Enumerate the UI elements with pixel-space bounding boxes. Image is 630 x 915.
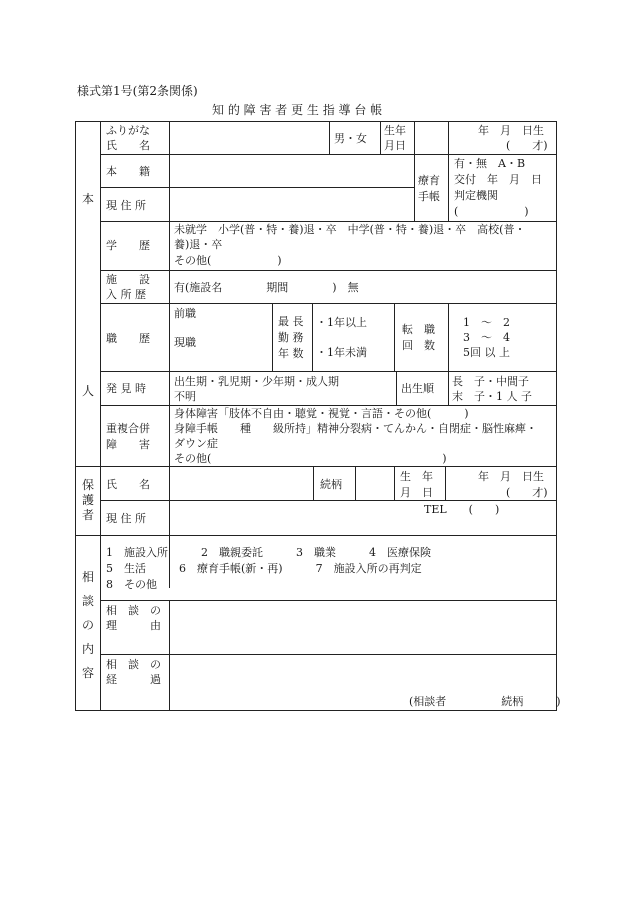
- guardian-birth-date[interactable]: 年 月 日生: [478, 470, 544, 483]
- job-prev[interactable]: 前職: [174, 307, 196, 320]
- multi-label-1: 重複合併: [106, 422, 150, 435]
- longest-label-1: 最 長: [278, 315, 304, 328]
- honseki-label: 本 籍: [106, 165, 150, 178]
- guardian-name-label: 氏 名: [106, 478, 150, 491]
- education-label: 学 歴: [106, 239, 150, 252]
- longest-label-3: 年 数: [278, 347, 304, 360]
- guardian-tel[interactable]: TEL ( ): [424, 503, 500, 516]
- reason-label-1: 相 談 の: [106, 604, 161, 617]
- birth-order-label: 出生順: [401, 382, 434, 395]
- consult-label-3: の: [81, 618, 94, 632]
- change-label-1: 転 職: [402, 323, 435, 336]
- facility-label-2: 入 所 歴: [106, 288, 146, 301]
- longest-label-2: 勤 務: [278, 331, 304, 344]
- education-line-3[interactable]: その他( ): [174, 254, 282, 267]
- form-title: 知 的 障 害 者 更 生 指 導 台 帳: [212, 103, 383, 117]
- birth-order-2[interactable]: 末 子・1 人 子: [452, 390, 532, 403]
- consultant-field[interactable]: (相談者 続柄 ): [409, 695, 561, 708]
- facility-label-1: 施 設: [106, 273, 150, 286]
- change-option-1[interactable]: 1 ～ 2: [463, 316, 510, 329]
- discovery-label: 発 見 時: [106, 382, 146, 395]
- facility-field[interactable]: 有(施設名 期間 ) 無: [174, 281, 359, 294]
- longest-option-2[interactable]: ・1年未満: [316, 346, 367, 359]
- reason-label-2: 理 由: [106, 619, 161, 632]
- education-line-1[interactable]: 未就学 小学(普・特・養)退・卒 中学(普・特・養)退・卒 高校(普・: [174, 223, 526, 236]
- guardian-label-3: 者: [81, 508, 94, 522]
- guardian-age[interactable]: ( 才): [506, 486, 548, 499]
- birth-order-1[interactable]: 長 子・中間子: [452, 375, 529, 388]
- discovery-line-1[interactable]: 出生期・乳児期・少年期・成人期: [174, 375, 339, 388]
- ryoiku-line-3[interactable]: 判定機関: [454, 189, 498, 202]
- age-field[interactable]: ( 才): [506, 139, 548, 152]
- ryoiku-line-1[interactable]: 有・無 A・B: [454, 157, 526, 170]
- discovery-line-2[interactable]: 不明: [174, 390, 196, 403]
- furigana-label: ふりがな: [106, 124, 150, 137]
- change-label-2: 回 数: [402, 339, 435, 352]
- consult-label-2: 談: [81, 594, 94, 608]
- guardian-address-label: 現 住 所: [106, 512, 146, 525]
- multi-line-3[interactable]: ダウン症: [174, 437, 218, 450]
- birth-label-2: 月日: [384, 139, 406, 152]
- consult-items-1[interactable]: 1 施設入所 2 職親委託 3 職業 4 医療保険: [106, 546, 431, 559]
- longest-option-1[interactable]: ・1年以上: [316, 316, 367, 329]
- job-label: 職 歴: [106, 332, 150, 345]
- person-label-bottom: 人: [81, 384, 94, 398]
- name-label: 氏 名: [106, 139, 150, 152]
- consult-label-1: 相: [81, 570, 94, 584]
- education-line-2[interactable]: 養)退・卒: [174, 238, 223, 251]
- guardian-label-2: 護: [81, 493, 94, 507]
- consult-label-5: 容: [81, 666, 94, 680]
- form-number: 様式第1号(第2条関係): [77, 84, 198, 98]
- multi-line-4[interactable]: その他( ): [174, 452, 447, 465]
- progress-label-2: 経 過: [106, 673, 161, 686]
- guardian-birth-label-1: 生 年: [400, 470, 433, 483]
- multi-line-1[interactable]: 身体障害「肢体不自由・聴覚・視覚・言語・その他( ): [174, 407, 469, 420]
- consult-label-4: 内: [81, 642, 94, 656]
- ryoiku-line-2[interactable]: 交付 年 月 日: [454, 173, 542, 186]
- person-label-top: 本: [81, 192, 94, 206]
- birth-date-field[interactable]: 年 月 日生: [478, 124, 544, 137]
- address-label: 現 住 所: [106, 199, 146, 212]
- guardian-birth-label-2: 月 日: [400, 486, 433, 499]
- consult-items-3[interactable]: 8 その他: [106, 578, 157, 591]
- sex-field[interactable]: 男・女: [334, 132, 367, 145]
- guardian-relation-label: 続柄: [320, 478, 342, 491]
- progress-label-1: 相 談 の: [106, 658, 161, 671]
- consult-items-2[interactable]: 5 生活 6 療育手帳(新・再) 7 施設入所の再判定: [106, 562, 422, 575]
- ryoiku-line-4[interactable]: ( ): [454, 205, 529, 218]
- change-option-2[interactable]: 3 ～ 4: [463, 331, 510, 344]
- multi-line-2[interactable]: 身障手帳 種 級所持」精神分裂病・てんかん・自閉症・脳性麻痺・: [174, 422, 537, 435]
- change-option-3[interactable]: 5回 以 上: [463, 346, 510, 359]
- job-current[interactable]: 現職: [174, 336, 196, 349]
- ryoiku-label-2: 手帳: [418, 190, 440, 203]
- ryoiku-label-1: 療育: [418, 174, 440, 187]
- guardian-label-1: 保: [81, 478, 94, 492]
- multi-label-2: 障 害: [106, 438, 150, 451]
- birth-label-1: 生年: [384, 124, 406, 137]
